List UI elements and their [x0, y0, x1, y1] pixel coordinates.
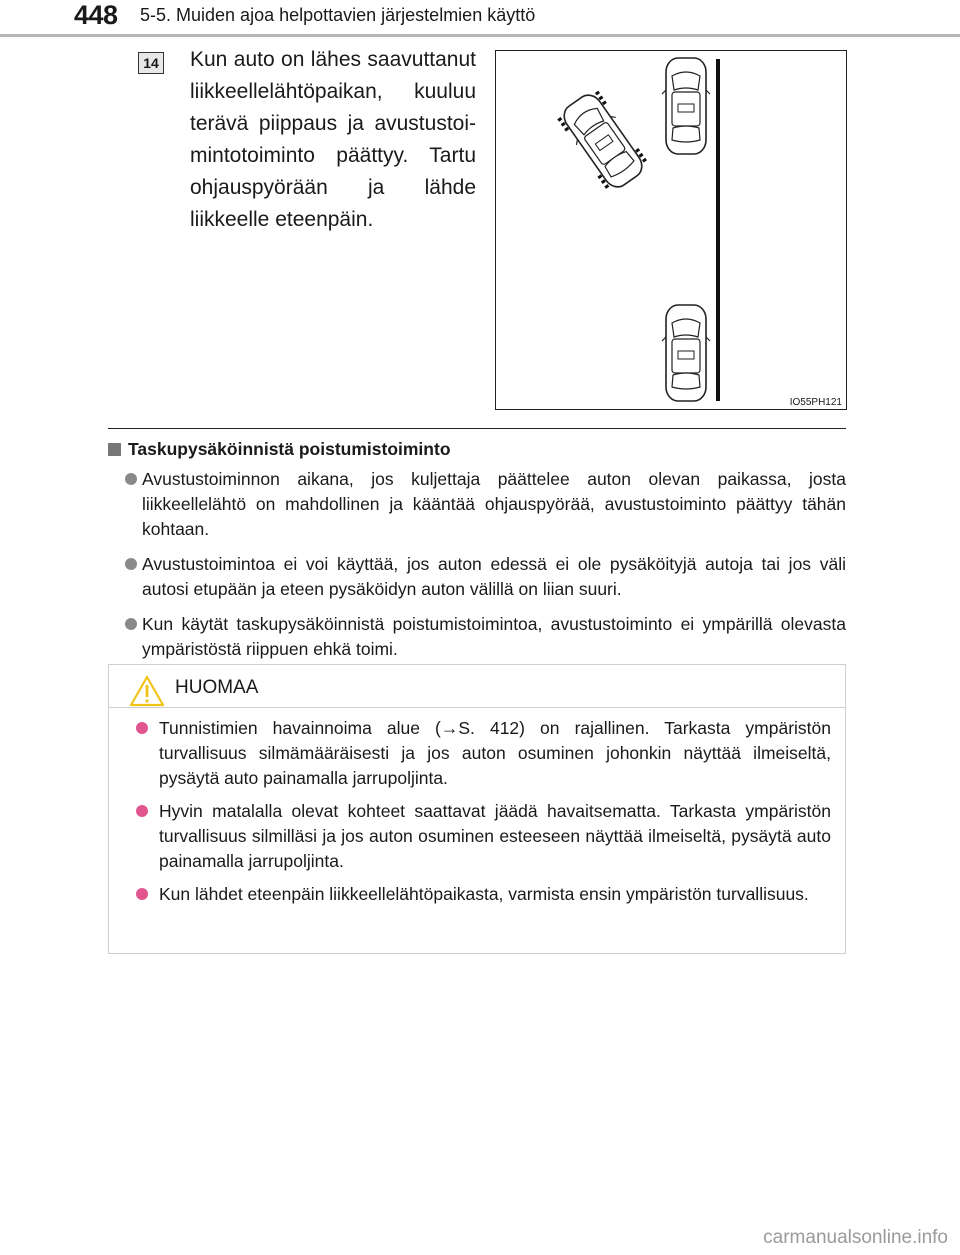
subsection-heading: [108, 439, 451, 460]
notice-box: [108, 664, 846, 954]
parked-car-rear: [662, 305, 710, 401]
list-item: Kun lähdet eteenpäin liikkeellelähtöpaikasta, varmista ensin ympäristön turvallisuus.: [129, 882, 831, 907]
warning-triangle-icon: [129, 675, 165, 707]
step-instruction: Kun auto on lähes saavuttanut liikkeellelähtöpaikan, kuuluu terävä piippaus ja avustustoimintotoiminto päättyy. Tartu ohjauspyörään ja lähde liikkeelle eteenpäin.: [190, 48, 476, 231]
list-item: Tunnistimien havainnoima alue (→S. 412) on rajallinen. Tarkasta ympäristön turvallisuus silmämääräisesti ja jos auton osuminen johonkin näyttää ilmeiseltä, pysäytä auto painamalla jarrupoljinta.: [129, 716, 831, 791]
info-list: [108, 467, 846, 672]
header-divider: [0, 34, 960, 37]
list-item: Avustustoimintoa ei voi käyttää, jos auton edessä ei ole pysäköityjä autoja tai jos väli autosi etupään ja eteen pysäköidyn auton välillä on liian suuri.: [108, 552, 846, 602]
square-bullet-icon: [108, 443, 121, 456]
watermark: carmanualsonline.info: [763, 1227, 948, 1248]
section-title: 5-5. Muiden ajoa helpottavien järjestelmien käyttö: [140, 5, 536, 25]
figure-code: IO55PH121: [789, 397, 842, 408]
page-number: 448: [74, 0, 118, 30]
notice-list: [129, 716, 831, 915]
parking-illustration: [495, 50, 847, 410]
section-divider: [108, 428, 846, 429]
list-item: Avustustoiminnon aikana, jos kuljettaja päättelee auton olevan paikassa, josta liikkeellelähtö on mahdollinen ja kääntää ohjauspyörää, avustustoiminto päättyy tähän kohtaan.: [108, 467, 846, 542]
notice-divider: [109, 707, 845, 708]
bullet-icon: [136, 805, 148, 817]
page-header: [0, 0, 960, 40]
notice-title: HUOMAA: [175, 677, 259, 698]
bullet-icon: [125, 473, 137, 485]
bullet-icon: [136, 888, 148, 900]
own-car: [556, 88, 650, 194]
parking-diagram: [496, 51, 846, 409]
parked-car-front: [662, 58, 710, 154]
step-number-badge: 14: [138, 52, 164, 74]
subsection-heading-text: Taskupysäköinnistä poistumistoiminto: [128, 439, 451, 459]
bullet-icon: [125, 558, 137, 570]
bullet-icon: [136, 722, 148, 734]
list-item: Hyvin matalalla olevat kohteet saattavat jäädä havaitsematta. Tarkasta ympäristön turvallisuus silmilläsi ja jos auton osuminen esteeseen näyttää ilmeiseltä, pysäytä auto painamalla jarrupoljinta.: [129, 799, 831, 874]
list-item: Kun käytät taskupysäköinnistä poistumistoimintoa, avustustoiminto ei ympärillä olevasta ympäristöstä riippuen ehkä toimi.: [108, 612, 846, 662]
bullet-icon: [125, 618, 137, 630]
